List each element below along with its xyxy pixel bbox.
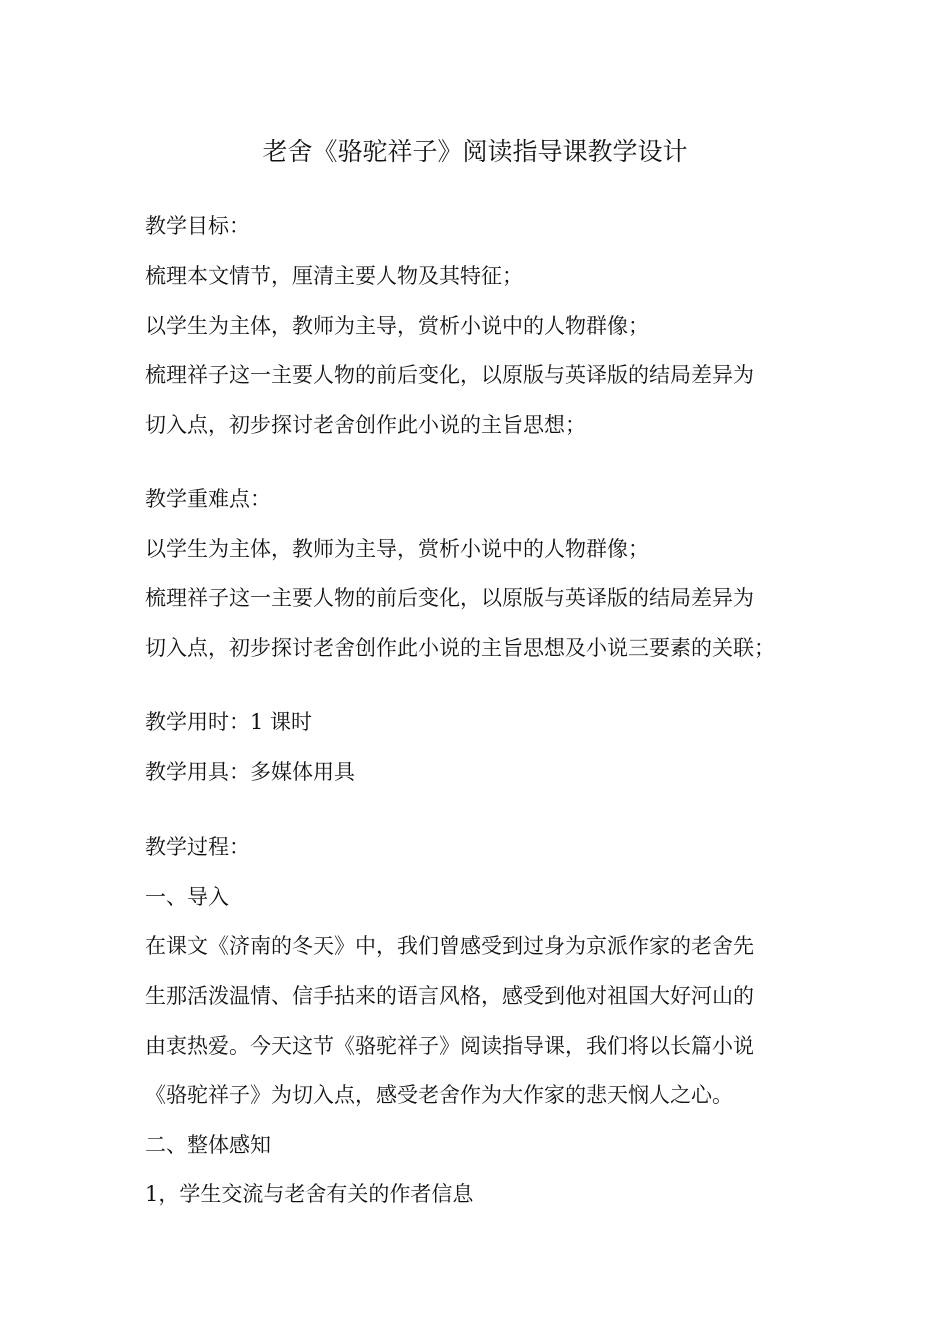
- paragraph-line: 在课文《济南的冬天》中，我们曾感受到过身为京派作家的老舍先: [145, 934, 754, 958]
- paragraph-line: 生那活泼温情、信手拈来的语言风格，感受到他对祖国大好河山的: [145, 984, 754, 1008]
- section-heading-objectives: 教学目标：: [145, 214, 250, 238]
- section-heading-process: 教学过程：: [145, 835, 250, 859]
- paragraph-line: 梳理本文情节，厘清主要人物及其特征；: [145, 264, 523, 288]
- paragraph-line: 以学生为主体，教师为主导，赏析小说中的人物群像；: [145, 314, 649, 338]
- paragraph-line: 切入点，初步探讨老舍创作此小说的主旨思想及小说三要素的关联；: [145, 636, 775, 660]
- subsection-heading-intro: 一、导入: [145, 885, 229, 909]
- paragraph-line: 以学生为主体，教师为主导，赏析小说中的人物群像；: [145, 537, 649, 561]
- subsection-heading-overall: 二、整体感知: [145, 1133, 271, 1157]
- paragraph-line: 梳理祥子这一主要人物的前后变化，以原版与英译版的结局差异为: [145, 363, 754, 387]
- paragraph-line: 由衷热爱。今天这节《骆驼祥子》阅读指导课，我们将以长篇小说: [145, 1034, 754, 1058]
- teaching-time: 教学用时：1 课时: [145, 710, 313, 734]
- paragraph-line: 《骆驼祥子》为切入点，感受老舍作为大作家的悲天悯人之心。: [145, 1083, 733, 1107]
- list-item: 1，学生交流与老舍有关的作者信息: [145, 1182, 474, 1206]
- document-title: 老舍《骆驼祥子》阅读指导课教学设计: [262, 137, 688, 166]
- paragraph-line: 切入点，初步探讨老舍创作此小说的主旨思想；: [145, 413, 586, 437]
- teaching-tools: 教学用具：多媒体用具: [145, 760, 355, 784]
- section-heading-key-points: 教学重难点：: [145, 487, 271, 511]
- paragraph-line: 梳理祥子这一主要人物的前后变化，以原版与英译版的结局差异为: [145, 586, 754, 610]
